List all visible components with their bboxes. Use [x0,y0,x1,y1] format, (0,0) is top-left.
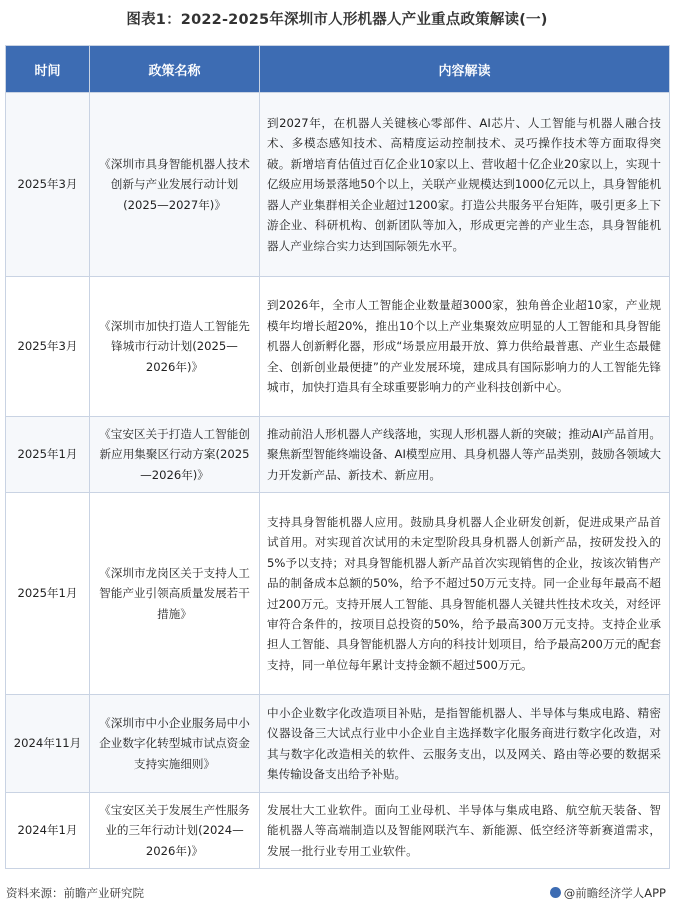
source-note: 资料来源：前瞻产业研究院 [6,886,144,900]
row-time: 2025年3月 [6,93,90,277]
row-time: 2024年11月 [6,695,90,793]
table-row [6,277,670,417]
row-content: 推动前沿人形机器人产线落地，实现人形机器人新的突破；推动AI产品首用。聚焦新型智能终端设备、AI模型应用、具身机器人等产品类别，鼓励各领域大力开发新产品、新技术、新应用。 [260,417,670,493]
row-time: 2025年3月 [6,277,90,417]
brand-credit-text: @前瞻经济学人APP [563,886,666,900]
table-row [6,93,670,277]
row-content: 发展壮大工业软件。面向工业母机、半导体与集成电路、航空航天装备、智能机器人等高端制造以及智能网联汽车、新能源、低空经济等新赛道需求，发展一批行业专用工业软件。 [260,793,670,869]
table-header-row [6,46,670,93]
row-policy-name: 《宝安区关于打造人工智能创新应用集聚区行动方案(2025—2026年)》 [90,417,260,493]
brand-credit [550,885,666,901]
row-time: 2025年1月 [6,417,90,493]
policy-table [5,45,670,869]
header-policy-name: 政策名称 [90,46,260,93]
row-policy-name: 《深圳市龙岗区关于支持人工智能产业引领高质量发展若干措施》 [90,493,260,695]
row-policy-name: 《深圳市具身智能机器人技术创新与产业发展行动计划(2025—2027年)》 [90,93,260,277]
row-content: 中小企业数字化改造项目补贴，是指智能机器人、半导体与集成电路、精密仪器设备三大试点行业中小企业自主选择数字化服务商进行数字化改造，对其与数字化改造相关的软件、云服务支出，以及网关、路由等必要的数据采集传输设备支出给予补贴。 [260,695,670,793]
row-time: 2024年1月 [6,793,90,869]
table-row [6,417,670,493]
row-content: 到2026年，全市人工智能企业数量超3000家，独角兽企业超10家，产业规模年均增长超20%，推出10个以上产业集聚效应明显的人工智能和具身智能机器人创新孵化器，形成“场景应用最开放、算力供给最普惠、产业生态最健全、创新创业最便捷”的产业发展环境，建成具有国际影响力的人工智能先锋城市，加快打造具有全球重要影响力的产业科技创新中心。 [260,277,670,417]
table-row [6,493,670,695]
row-policy-name: 《深圳市中小企业服务局中小企业数字化转型城市试点资金支持实施细则》 [90,695,260,793]
brand-app-icon [550,887,561,898]
row-content: 支持具身智能机器人应用。鼓励具身机器人企业研发创新，促进成果产品首试首用。对实现首次试用的未定型阶段具身机器人创新产品，按研发投入的5%予以支持；对具身智能机器人新产品首次实现销售的企业，按该次销售产品的制备成本总额的50%，给予不超过50万元支持。同一企业每年最高不超过200万元。支持开展人工智能、具身智能机器人关键共性技术攻关，对经评审符合条件的，按项目总投资的50%，给予最高300万元支持。支持企业承担人工智能、具身智能机器人方向的科技计划项目，给予最高200万元的配套支持，同一单位每年累计支持金额不超过500万元。 [260,493,670,695]
table-row [6,793,670,869]
row-content: 到2027年，在机器人关键核心零部件、AI芯片、人工智能与机器人融合技术、多模态感知技术、高精度运动控制技术、灵巧操作技术等方面取得突破。新增培育估值过百亿企业10家以上、营收超十亿企业20家以上，实现十亿级应用场景落地50个以上，关联产业规模达到1000亿元以上，具身智能机器人产业集群相关企业超过1200家。打造公共服务平台矩阵，吸引更多上下游企业、科研机构、创新团队等加入，形成更完善的产业生态，具身智能机器人产业综合实力达到国际领先水平。 [260,93,670,277]
header-time: 时间 [6,46,90,93]
row-policy-name: 《深圳市加快打造人工智能先锋城市行动计划(2025—2026年)》 [90,277,260,417]
header-content: 内容解读 [260,46,670,93]
row-time: 2025年1月 [6,493,90,695]
row-policy-name: 《宝安区关于发展生产性服务业的三年行动计划(2024—2026年)》 [90,793,260,869]
table-row [6,695,670,793]
page-title: 图表1：2022-2025年深圳市人形机器人产业重点政策解读(一) [126,12,548,28]
